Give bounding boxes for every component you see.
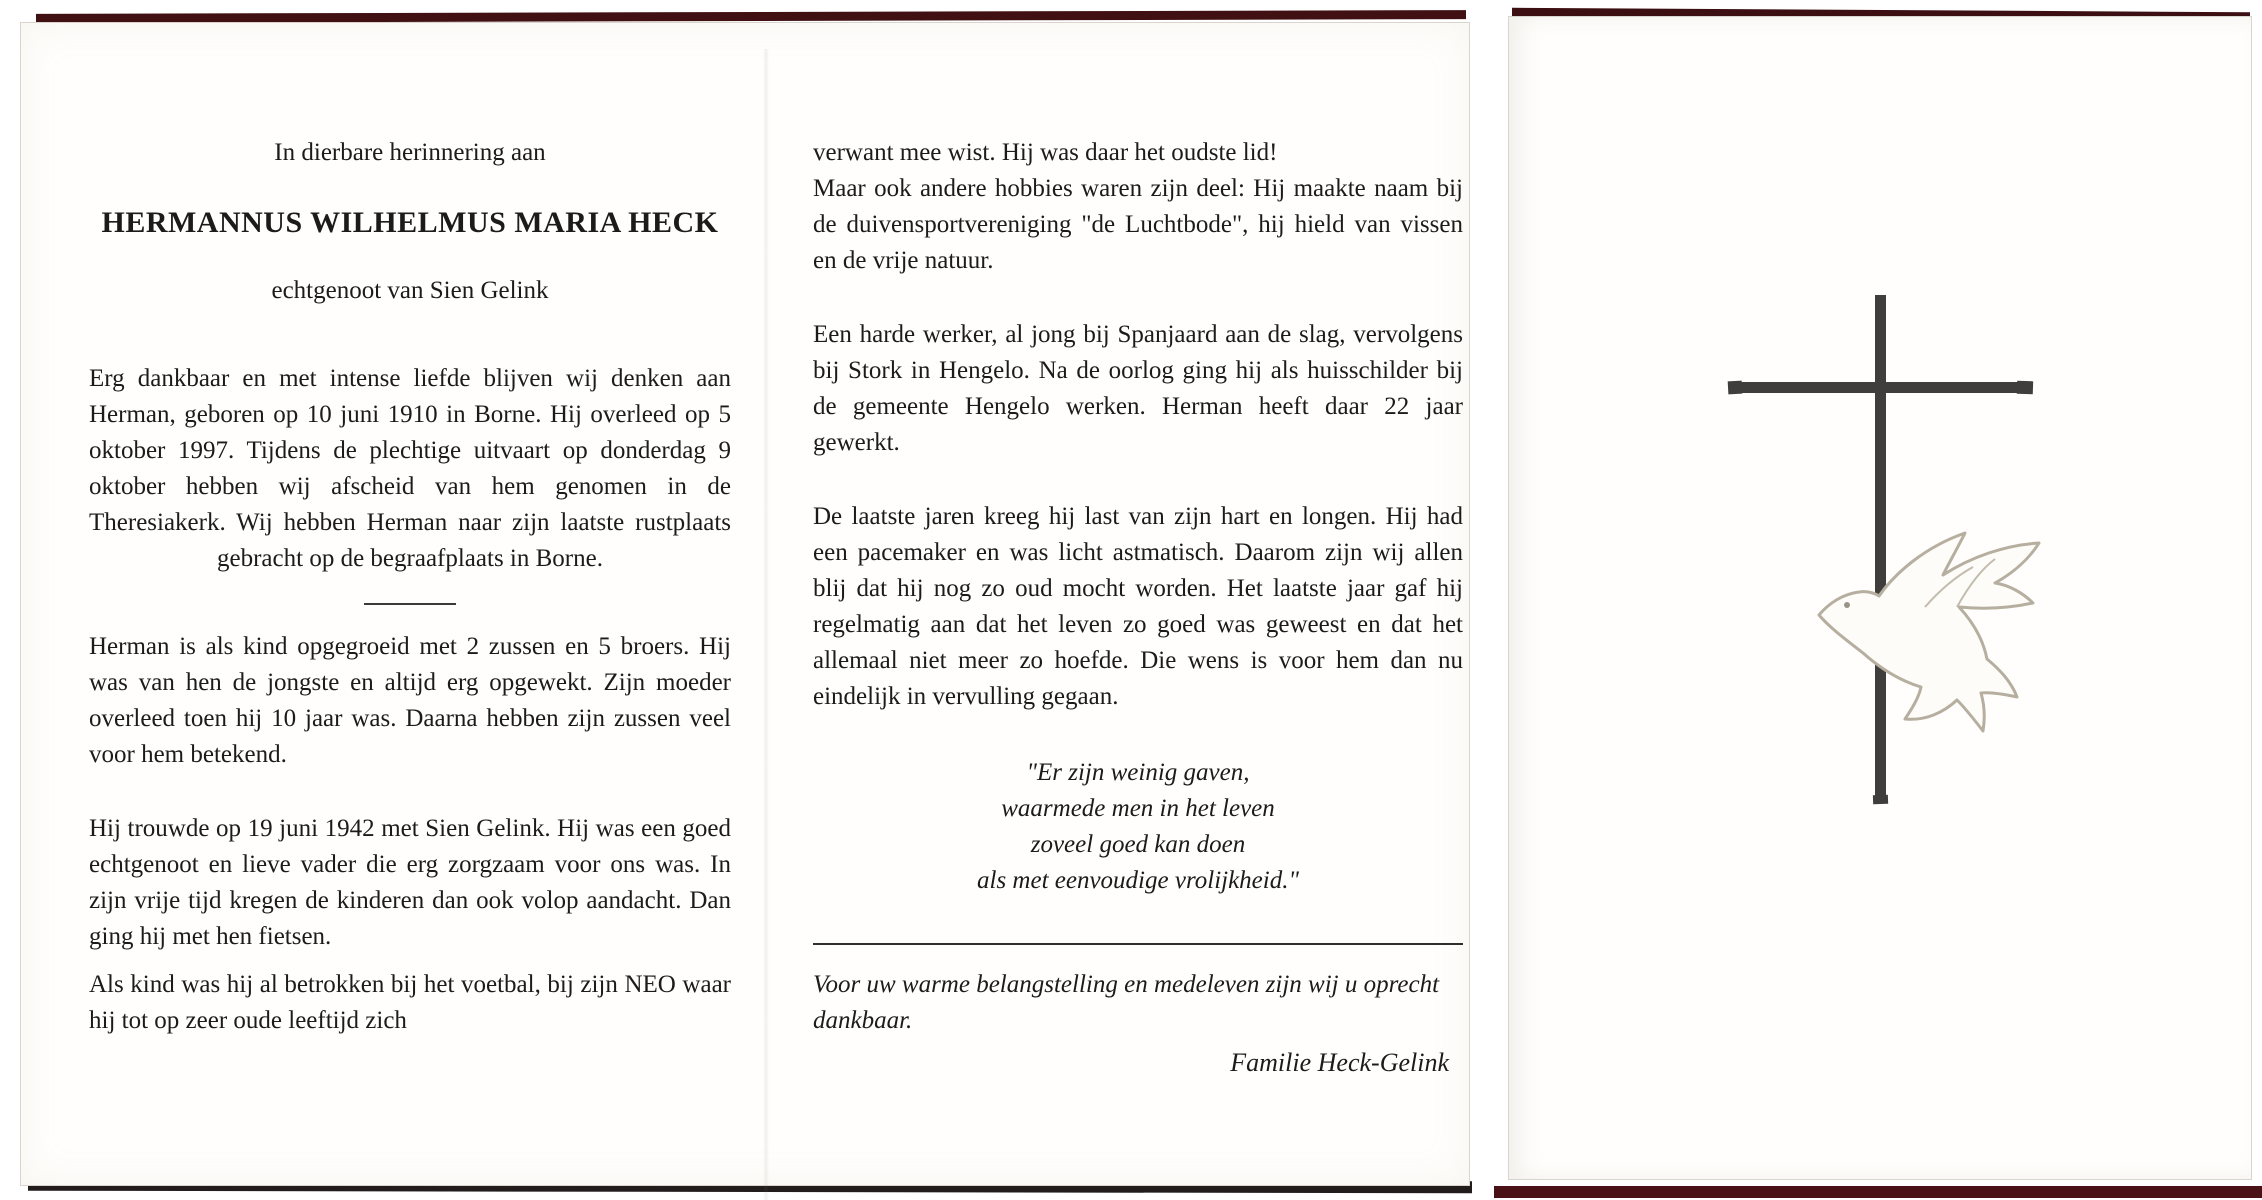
paragraph-work: Een harde werker, al jong bij Spanjaard aan de slag, vervolgens bij Stork in Hengelo. Na de oorlog ging hij als huisschilder bij de gemeente Hengelo werken. Herman heeft daar 22 jaar gewerkt. xyxy=(813,321,1463,456)
closing-rule xyxy=(813,943,1463,945)
paragraph-hobbies: Maar ook andere hobbies waren zijn deel: Hij maakte naam bij de duivensportvereniging "de Luchtbode", hij hield van vissen en de vrije natuur. xyxy=(813,175,1463,274)
acknowledgement-text: Voor uw warme belangstelling en medeleven zijn wij u oprecht dankbaar. xyxy=(813,971,1440,1034)
text-column-left xyxy=(89,135,731,1039)
page-fold-shadow xyxy=(763,49,769,1200)
dove-eye xyxy=(1844,602,1850,608)
paragraph-marriage: Hij trouwde op 19 juni 1942 met Sien Gelink. Hij was een goed echtgenoot en lieve vader die erg zorgzaam voor ons was. In zijn vrije tijd kregen de kinderen dan ook volop aandacht. Dan ging hij met hen fietsen. xyxy=(89,815,731,950)
spouse-line: echtgenoot van Sien Gelink xyxy=(271,277,549,304)
paragraph-football-continued: verwant mee wist. Hij was daar het oudste lid! xyxy=(813,139,1278,166)
cross-icon xyxy=(1728,295,2034,804)
deceased-name: HERMANNUS WILHELMUS MARIA HECK xyxy=(101,206,719,239)
quote-line: "Er zijn weinig gaven, xyxy=(1026,759,1250,786)
paragraph-football: Als kind was hij al betrokken bij het voetbal, bij zijn NEO waar hij tot op zeer oude leeftijd zich xyxy=(89,971,731,1034)
cover-artwork xyxy=(1509,17,2253,1181)
quote-line: waarmede men in het leven xyxy=(1001,795,1275,822)
section-divider xyxy=(364,603,456,605)
paragraph-obituary: Erg dankbaar en met intense liefde blijven wij denken aan Herman, geboren op 10 juni 1910 in Borne. Hij overleed op 5 oktober 1997. Tijdens de plechtige uitvaart op donderdag 9 oktober hebben wij afscheid van hem genomen in de Theresiakerk. Wij hebben Herman naar zijn laatste rustplaats gebracht op de begraafplaats in Borne. xyxy=(89,365,731,572)
family-signature: Familie Heck-Gelink xyxy=(1230,1048,1449,1077)
text-column-right xyxy=(813,135,1463,1081)
paragraph-childhood: Herman is als kind opgegroeid met 2 zussen en 5 broers. Hij was van hen de jongste en altijd erg opgewekt. Zijn moeder overleed toen hij 10 jaar was. Daarna hebben zijn zussen veel voor hem betekend. xyxy=(89,633,731,768)
scan-edge-bottom-right xyxy=(1494,1186,2262,1198)
intro-line: In dierbare herinnering aan xyxy=(274,139,546,166)
quote-block xyxy=(813,755,1463,899)
quote-line: zoveel goed kan doen xyxy=(1030,831,1246,858)
card-cover-page xyxy=(1508,16,2252,1180)
dove-icon xyxy=(1819,533,2039,731)
card-text-page xyxy=(20,22,1470,1186)
quote-line: als met eenvoudige vrolijkheid." xyxy=(977,867,1299,894)
scan-edge-top-left xyxy=(36,10,1466,23)
paragraph-health: De laatste jaren kreeg hij last van zijn hart en longen. Hij had een pacemaker en was licht astmatisch. Daarom zijn wij allen blij dat hij nog zo oud mocht worden. Het laatste jaar gaf hij regelmatig aan dat het leven zo goed was geweest en dat het allemaal niet meer zo hoefde. Die wens is voor hem dan nu eindelijk in vervulling gegaan. xyxy=(813,503,1463,710)
